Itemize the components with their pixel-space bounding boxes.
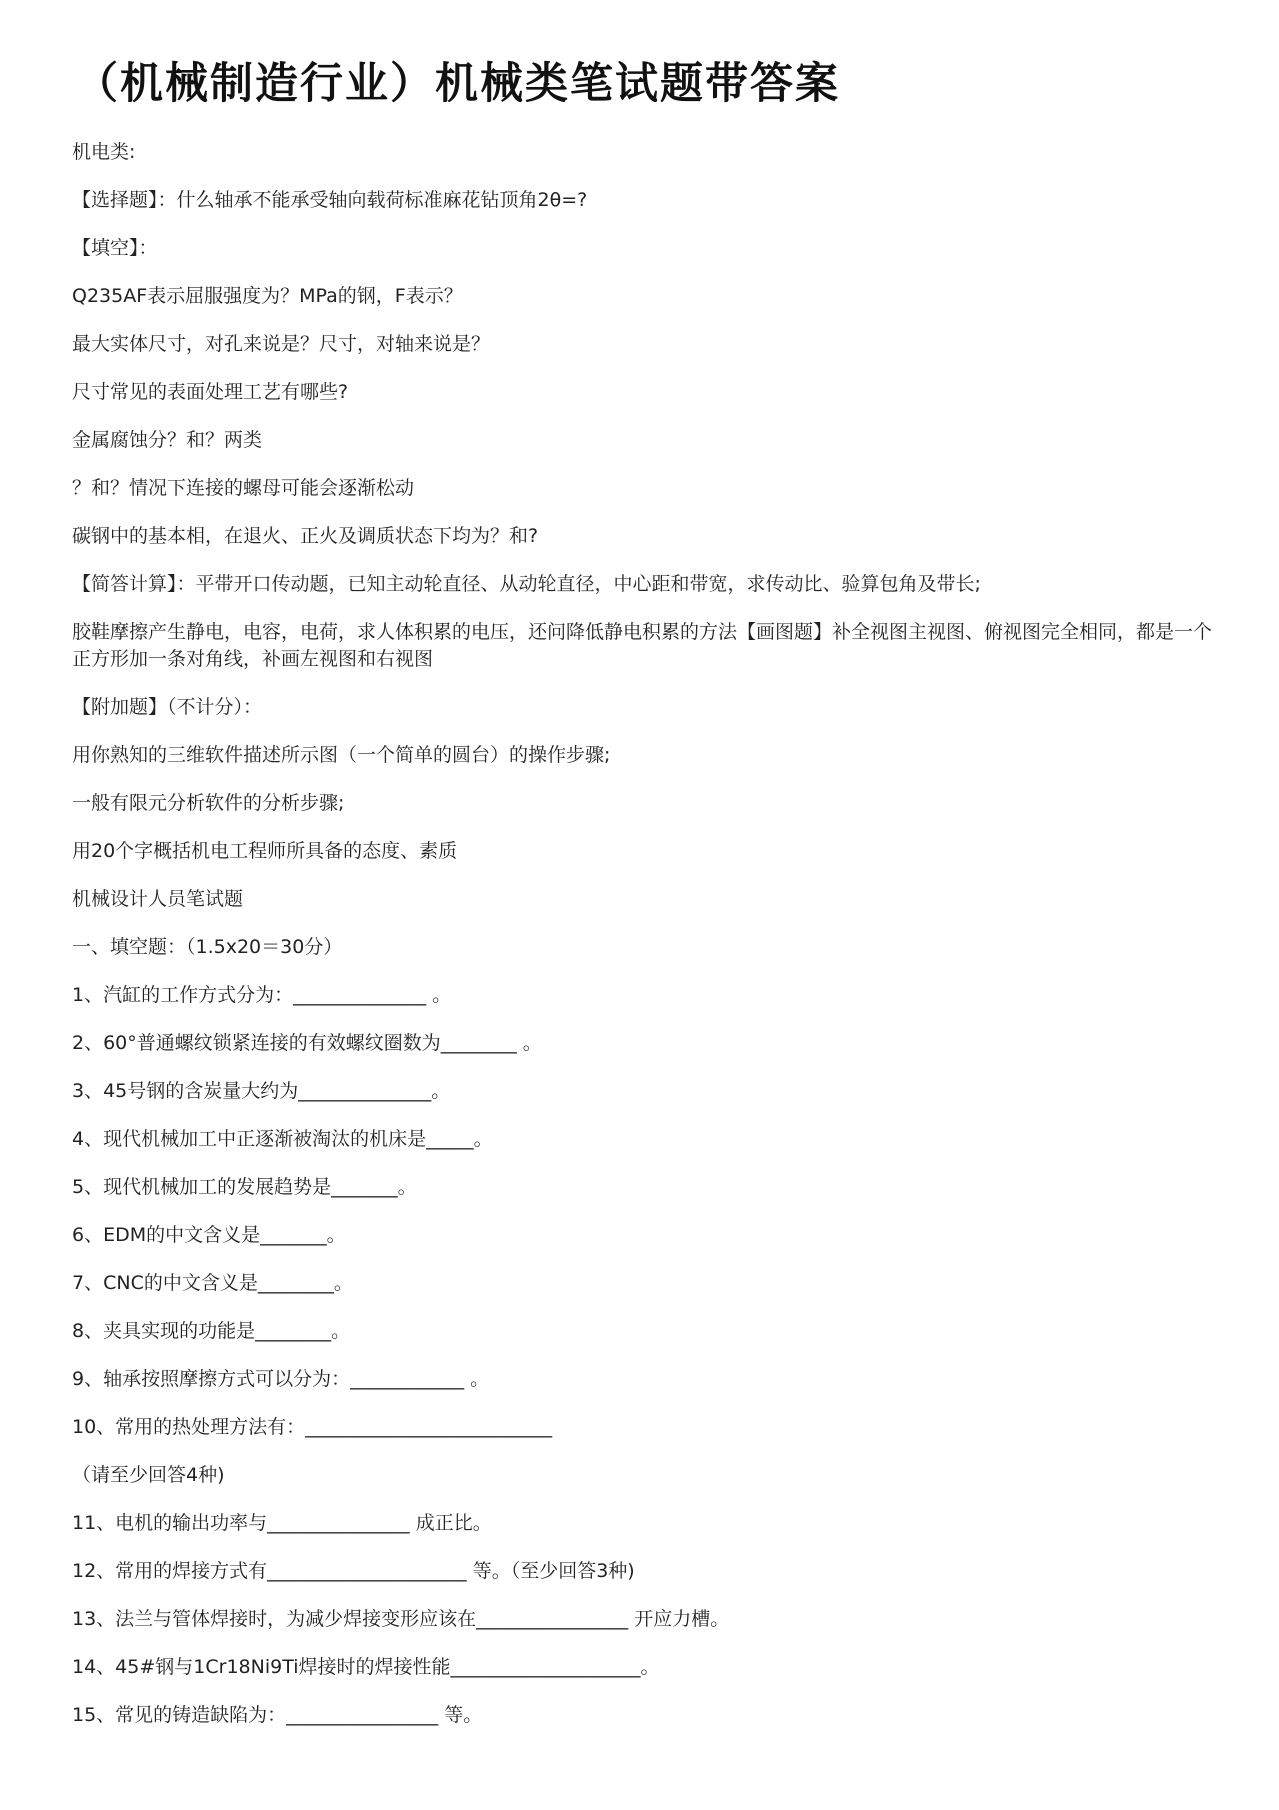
paragraph: 9、轴承按照摩擦方式可以分为：____________ 。 (72, 1368, 490, 1390)
paragraph: 14、45#钢与1Cr18Ni9Ti焊接时的焊接性能____________________。 (72, 1656, 660, 1678)
paragraph: 胶鞋摩擦产生静电，电容，电荷，求人体积累的电压，还问降低静电积累的方法【画图题】补全视图主视图、俯视图完全相同，都是一个正方形加一条对角线，补画左视图和右视图 (72, 621, 1213, 670)
paragraph: 尺寸常见的表面处理工艺有哪些? (72, 381, 349, 403)
paragraph: （请至少回答4种) (72, 1464, 225, 1486)
paragraph: 15、常见的铸造缺陷为：________________ 等。 (72, 1704, 483, 1726)
paragraph: 2、60°普通螺纹锁紧连接的有效螺纹圈数为________ 。 (72, 1032, 542, 1054)
paragraph: 8、夹具实现的功能是________。 (72, 1320, 351, 1342)
paragraph: Q235AF表示屈服强度为？MPa的钢，F表示？ (72, 285, 463, 307)
paragraph: 最大实体尺寸，对孔来说是？尺寸，对轴来说是？ (72, 333, 491, 355)
paragraph: 【简答计算】：平带开口传动题，已知主动轮直径、从动轮直径，中心距和带宽，求传动比、验算包角及带长; (72, 573, 981, 595)
paragraph: 【附加题】（不计分）： (72, 696, 263, 718)
paragraph: 10、常用的热处理方法有：__________________________ (72, 1416, 553, 1438)
document-body (72, 139, 1212, 1750)
paragraph: 5、现代机械加工的发展趋势是_______。 (72, 1176, 417, 1198)
paragraph: 一、填空题：（1.5x20＝30分） (72, 936, 343, 958)
paragraph: 3、45号钢的含炭量大约为______________。 (72, 1080, 451, 1102)
paragraph: 1、汽缸的工作方式分为：______________ 。 (72, 984, 452, 1006)
paragraph: 机电类: (72, 141, 136, 163)
paragraph: 一般有限元分析软件的分析步骤; (72, 792, 345, 814)
paragraph: 7、CNC的中文含义是________。 (72, 1272, 353, 1294)
paragraph: 11、电机的输出功率与_______________ 成正比。 (72, 1512, 492, 1534)
paragraph: 用你熟知的三维软件描述所示图（一个简单的圆台）的操作步骤; (72, 744, 611, 766)
paragraph: 12、常用的焊接方式有_____________________ 等。（至少回答3种) (72, 1560, 635, 1582)
paragraph: 用20个字概括机电工程师所具备的态度、素质 (72, 840, 458, 862)
paragraph: 6、EDM的中文含义是_______。 (72, 1224, 346, 1246)
paragraph: 【填空】： (72, 237, 158, 259)
paragraph: 【选择题】：什么轴承不能承受轴向载荷标准麻花钻顶角2θ=? (72, 189, 588, 211)
paragraph: 金属腐蚀分？和？两类 (72, 429, 263, 451)
paragraph: 机械设计人员笔试题 (72, 888, 244, 910)
paragraph: 4、现代机械加工中正逐渐被淘汰的机床是_____。 (72, 1128, 493, 1150)
paragraph: 13、法兰与管体焊接时，为减少焊接变形应该在________________ 开应力槽。 (72, 1608, 730, 1630)
paragraph: 碳钢中的基本相，在退火、正火及调质状态下均为？和? (72, 525, 539, 547)
document-title: （机械制造行业）机械类笔试题带答案 (75, 59, 840, 109)
paragraph: ？和？情况下连接的螺母可能会逐渐松动 (72, 477, 415, 499)
